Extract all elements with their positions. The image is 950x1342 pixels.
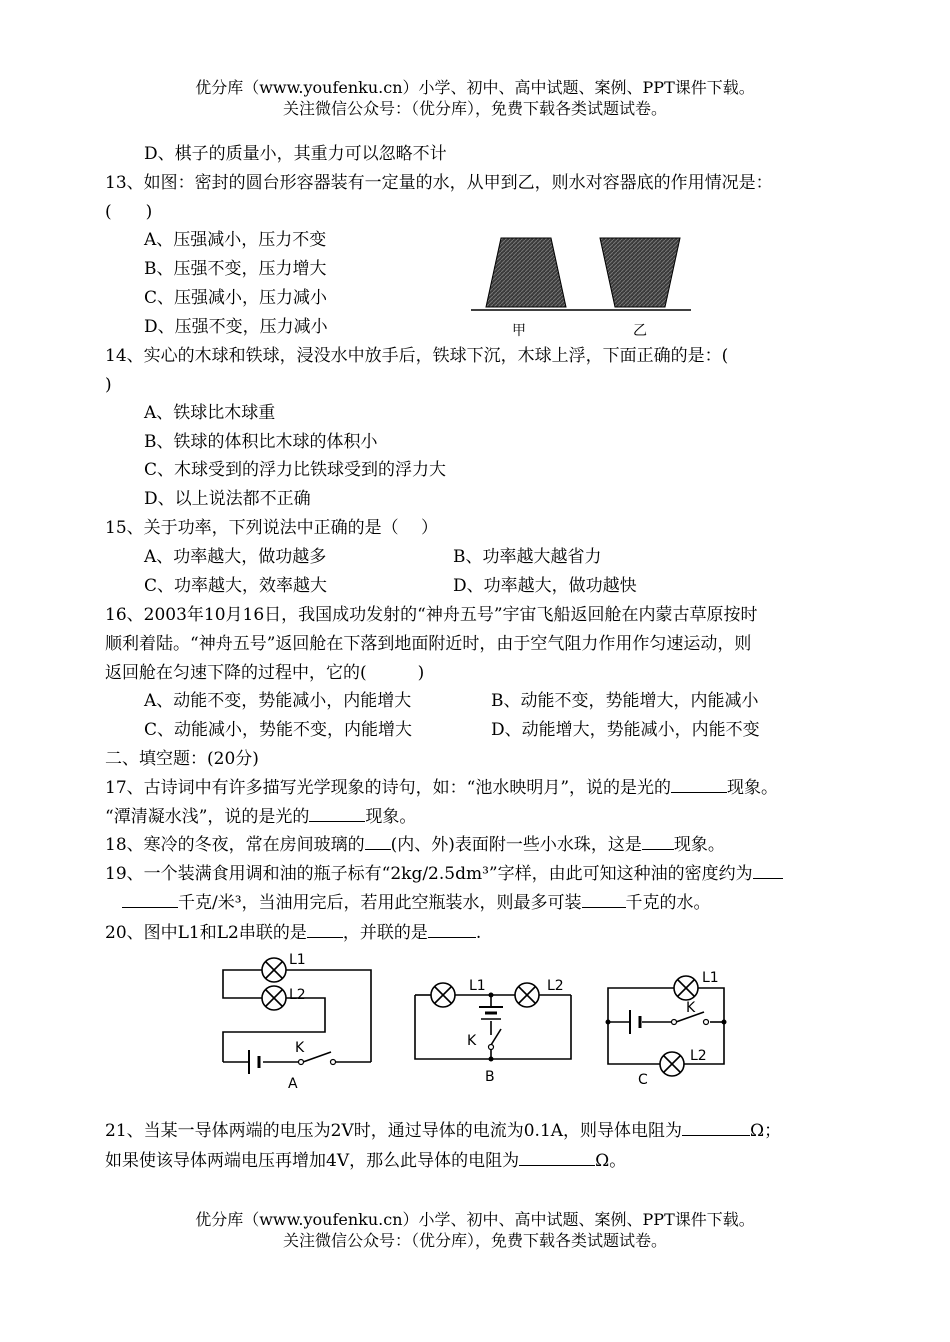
q17-blank-2[interactable]	[309, 806, 365, 822]
q18-text-a: 18、寒冷的冬夜，常在房间玻璃的	[105, 835, 365, 855]
q19-text-a: 19、一个装满食用调和油的瓶子标有“2kg/2.5dm³”字样，由此可知这种油的密度约为	[105, 864, 753, 884]
q16-option-a: A、动能不变，势能减小，内能增大	[144, 691, 412, 711]
q21-line-2	[105, 1150, 626, 1172]
section-2-heading: 二、填空题：(20分)	[105, 749, 259, 769]
q12-option-d: D、棋子的质量小，其重力可以忽略不计	[144, 144, 447, 164]
q14-option-d: D、以上说法都不正确	[144, 489, 311, 509]
q19-text-c: 千克的水。	[625, 893, 711, 913]
q21-text-c: 如果使该导体两端电压再增加4V，那么此导体的电阻为	[105, 1151, 520, 1171]
header-line-1: 优分库（www.youfenku.cn）小学、初中、高中试题、案例、PPT课件下载。	[195, 78, 755, 97]
q16-line-3: 返回舱在匀速下降的过程中，它的( )	[105, 663, 425, 683]
q18-text-b: (内、外)表面附一些小水珠，这是	[390, 835, 642, 855]
q19-line-2	[122, 892, 711, 914]
q15-option-b: B、功率越大越省力	[453, 547, 602, 567]
q20-text-b: ，并联的是	[342, 923, 428, 943]
q21-text-d: Ω。	[595, 1151, 627, 1171]
circuit-b-l1-label: L1	[469, 978, 486, 994]
footer-line-2: 关注微信公众号：（优分库），免费下载各类试题试卷。	[282, 1231, 667, 1250]
circuit-a-figure	[215, 950, 385, 1092]
q21-blank-2[interactable]	[519, 1150, 595, 1166]
q21-text-b: Ω；	[750, 1121, 782, 1141]
q18-line	[105, 834, 725, 856]
q19-text-b: 千克/米³，当油用完后，若用此空瓶装水，则最多可装	[178, 893, 582, 913]
circuit-c-label: C	[638, 1072, 648, 1088]
q13-stem: 13、如图：密封的圆台形容器装有一定量的水，从甲到乙，则水对容器底的作用情况是：	[105, 173, 773, 193]
q20-blank-1[interactable]	[307, 922, 343, 938]
q14-paren-close: )	[105, 375, 112, 395]
q15-option-c: C、功率越大，效率越大	[144, 576, 328, 596]
q20-line	[105, 922, 481, 944]
q16-line-2: 顺利着陆。“神舟五号”返回舱在下落到地面附近时，由于空气阻力作用作匀速运动，则	[105, 634, 752, 654]
circuit-b-k-label: K	[467, 1033, 477, 1049]
label-jia: 甲	[512, 323, 526, 339]
q21-line-1	[105, 1120, 781, 1142]
q17-text-d: 现象。	[365, 807, 417, 827]
q19-line-1	[105, 863, 783, 885]
q20-text-a: 20、图中L1和L2串联的是	[105, 923, 307, 943]
footer-line-1: 优分库（www.youfenku.cn）小学、初中、高中试题、案例、PPT课件下载。	[195, 1210, 755, 1229]
circuit-b-l2-label: L2	[547, 978, 564, 994]
q21-text-a: 21、当某一导体两端的电压为2V时，通过导体的电流为0.1A，则导体电阻为	[105, 1121, 683, 1141]
q13-paren: ( )	[105, 202, 153, 222]
q13-option-c: C、压强减小，压力减小	[144, 288, 328, 308]
circuit-b-label: B	[485, 1069, 495, 1085]
q15-option-d: D、功率越大，做功越快	[453, 576, 637, 596]
q14-option-b: B、铁球的体积比木球的体积小	[144, 432, 378, 452]
circuit-c-figure	[600, 960, 745, 1088]
circuit-a-label: A	[288, 1076, 298, 1092]
q14-option-a: A、铁球比木球重	[144, 403, 276, 423]
q17-line-2	[105, 806, 416, 828]
q13-container-figure	[465, 232, 700, 342]
q20-text-c: .	[475, 923, 482, 943]
q18-text-c: 现象。	[673, 835, 725, 855]
q18-blank-2[interactable]	[642, 834, 674, 850]
q17-blank-1[interactable]	[671, 777, 727, 793]
q13-option-b: B、压强不变，压力增大	[144, 259, 327, 279]
container-jia	[486, 238, 566, 307]
circuit-a-k-label: K	[295, 1040, 305, 1056]
q16-option-b: B、动能不变，势能增大，内能减小	[491, 691, 759, 711]
q17-text-b: 现象。	[727, 778, 779, 798]
q18-blank-1[interactable]	[365, 834, 391, 850]
header-line-2: 关注微信公众号：（优分库），免费下载各类试题试卷。	[282, 99, 667, 118]
circuit-c-l1-label: L1	[702, 970, 719, 986]
q16-line-1: 16、2003年10月16日，我国成功发射的“神舟五号”宇宙飞船返回舱在内蒙古草原按时	[105, 605, 758, 625]
q20-blank-2[interactable]	[428, 922, 476, 938]
q19-blank-2[interactable]	[582, 892, 626, 908]
container-yi	[600, 238, 680, 307]
q17-text-c: “潭清凝水浅”，说的是光的	[105, 807, 310, 827]
circuit-c-k-label: K	[686, 1000, 696, 1016]
q17-line-1	[105, 777, 778, 799]
q15-option-a: A、功率越大，做功越多	[144, 547, 327, 567]
q13-option-d: D、压强不变，压力减小	[144, 317, 328, 337]
q21-blank-1[interactable]	[682, 1120, 750, 1136]
q19-blank-1b[interactable]	[122, 892, 178, 908]
circuit-a-l1-label: L1	[289, 952, 306, 968]
q15-stem: 15、关于功率，下列说法中正确的是（ ）	[105, 518, 439, 538]
q14-option-c: C、木球受到的浮力比铁球受到的浮力大	[144, 460, 447, 480]
q16-option-c: C、动能减小，势能不变，内能增大	[144, 720, 413, 740]
q14-stem: 14、实心的木球和铁球，浸没水中放手后，铁球下沉，木球上浮，下面正确的是：(	[105, 346, 729, 366]
circuit-a-l2-label: L2	[289, 987, 306, 1003]
q19-blank-1a[interactable]	[753, 863, 783, 879]
circuit-b-figure	[405, 975, 585, 1087]
q17-text-a: 17、古诗词中有许多描写光学现象的诗句，如：“池水映明月”，说的是光的	[105, 778, 672, 798]
q13-option-a: A、压强减小，压力不变	[144, 230, 327, 250]
circuit-c-l2-label: L2	[690, 1048, 707, 1064]
label-yi: 乙	[633, 323, 647, 339]
q16-option-d: D、动能增大，势能减小，内能不变	[491, 720, 760, 740]
